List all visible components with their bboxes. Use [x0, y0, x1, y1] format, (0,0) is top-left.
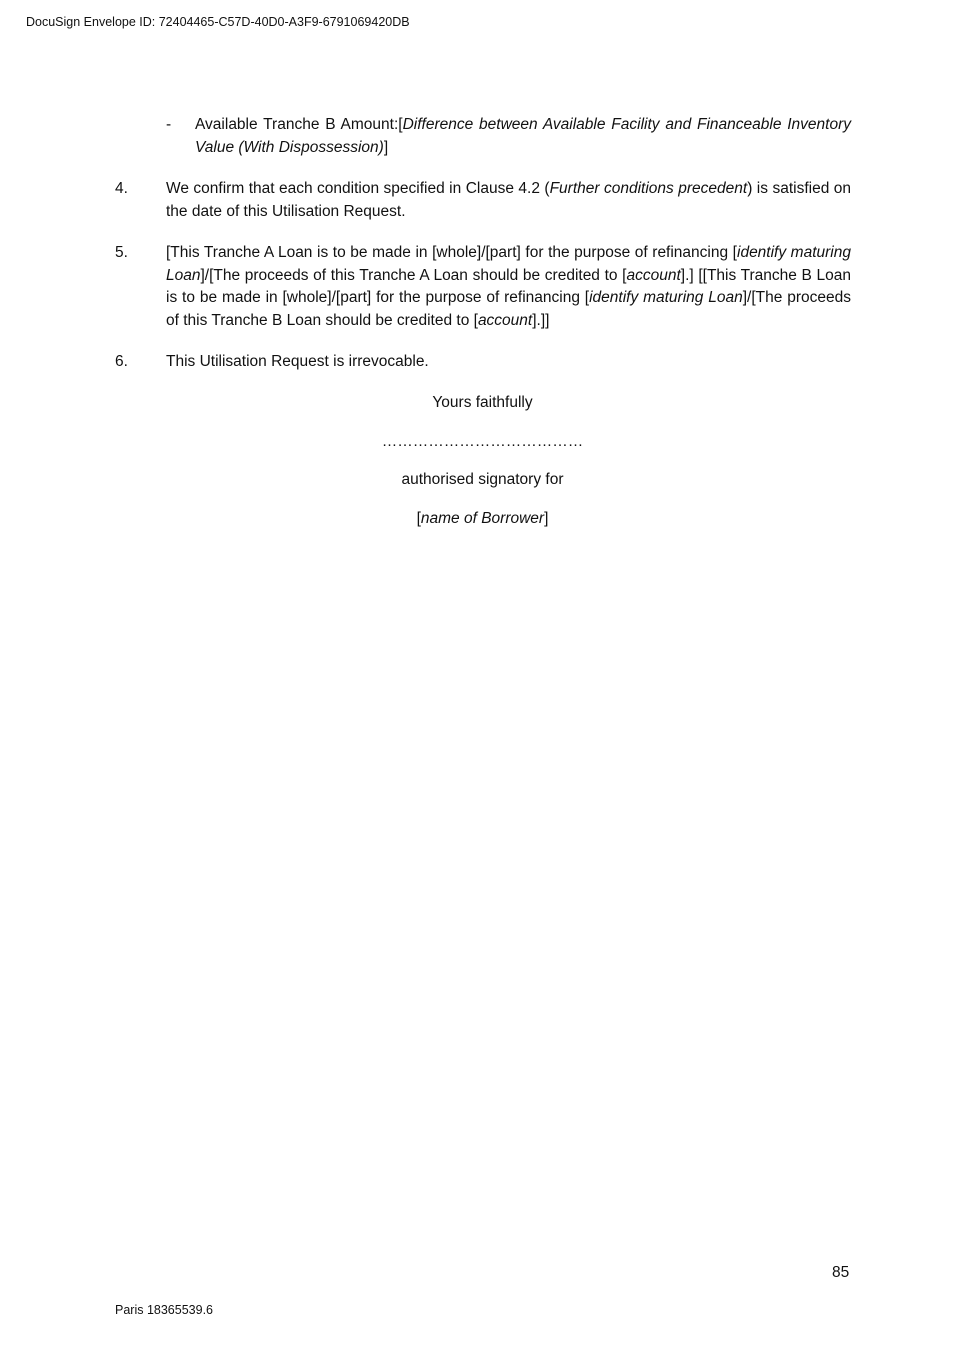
list-marker: - — [166, 116, 172, 133]
page-number: 85 — [832, 1264, 850, 1281]
text: ]/[The proceeds of this Tranche B Loan should be credited to [ — [166, 289, 851, 329]
list-text — [195, 114, 851, 159]
signature-line: ………………………………… — [381, 433, 584, 450]
clause-6 — [115, 351, 851, 374]
text: [ — [416, 510, 421, 527]
clause-number: 4. — [115, 180, 128, 197]
text: ] — [544, 510, 549, 527]
italic-text: Difference between Available Facility and Financeable Inventory Value (With Dispossession) — [195, 116, 852, 156]
docusign-envelope-id: DocuSign Envelope ID: 72404465-C57D-40D0-A3F9-6791069420DB — [26, 15, 410, 29]
document-reference: Paris 18365539.6 — [115, 1303, 213, 1317]
clause-number: 5. — [115, 244, 128, 261]
italic-text: identify maturing Loan — [166, 244, 851, 284]
text: ].]] — [532, 311, 550, 329]
text: ] — [383, 138, 389, 156]
text: ) is satisfied on the date of this Utilisation Request. — [166, 180, 852, 220]
italic-text: account — [626, 266, 681, 284]
clause-4 — [115, 178, 851, 223]
italic-text: identify maturing Loan — [589, 289, 743, 306]
text: [This Tranche A Loan is to be made in [whole]/[part] for the purpose of refinancing [ — [166, 244, 737, 261]
italic-text: name of Borrower — [420, 510, 545, 527]
list-item-available-tranche-b — [166, 114, 851, 159]
clause-text — [166, 242, 851, 332]
clause-number: 6. — [115, 353, 128, 370]
italic-text: Further conditions precedent — [549, 180, 748, 197]
clause-text: This Utilisation Request is irrevocable. — [166, 353, 429, 370]
text: ].] [[This Tranche B Loan is to be made in [whole]/[part] for the purpose of refinancing [ — [166, 266, 851, 306]
text: We confirm that each condition specified in Clause 4.2 ( — [166, 180, 550, 197]
closing: Yours faithfully — [432, 394, 533, 411]
text: ]/[The proceeds of this Tranche A Loan should be credited to [ — [200, 266, 627, 284]
italic-text: account — [477, 311, 533, 329]
clause-5 — [115, 242, 851, 332]
clause-text — [166, 178, 851, 223]
text: Available Tranche B Amount:[ — [195, 116, 403, 133]
signatory-capacity: authorised signatory for — [401, 471, 564, 488]
borrower-name — [0, 510, 965, 528]
